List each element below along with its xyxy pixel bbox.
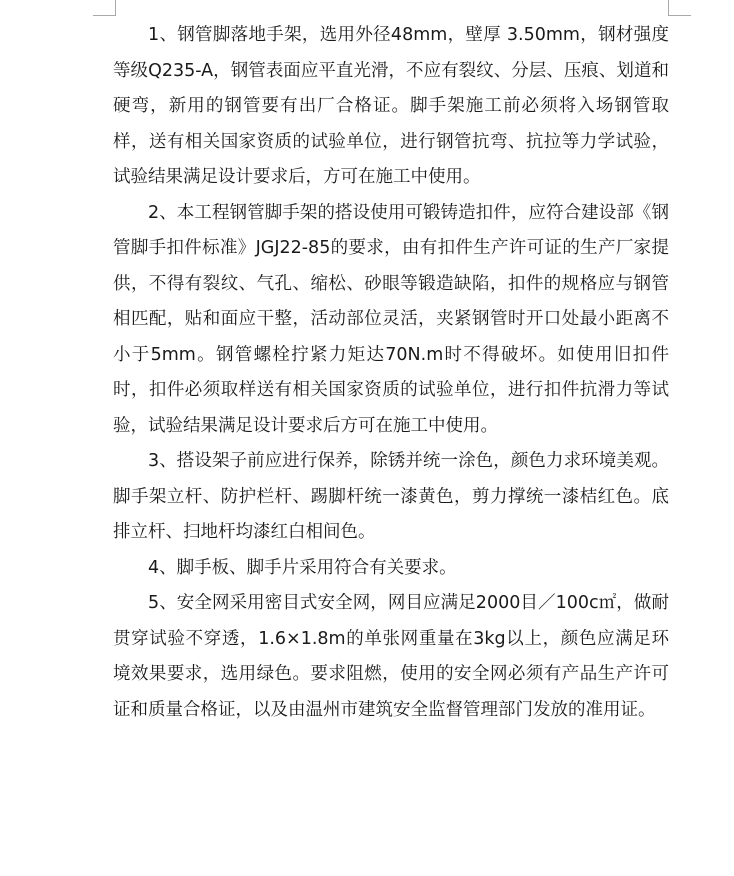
margin-corner-mark-left (93, 0, 116, 16)
document-body (113, 18, 669, 728)
paragraph-5: 5、安全网采用密目式安全网，网目应满足2000目／100c㎡，做耐贯穿试验不穿透，1.6×1.8m的单张网重量在3kg以上，颜色应满足环境效果要求，选用绿色。要求阻燃，使用的安全网必须有产品生产许可证和质量合格证，以及由温州市建筑安全监督管理部门发放的准用证。 (113, 593, 669, 720)
paragraph-1: 1、钢管脚落地手架，选用外径48mm，壁厚 3.50mm，钢材强度等级Q235-A，钢管表面应平直光滑，不应有裂纹、分层、压痕、划道和硬弯，新用的钢管要有出厂合格证。脚手架施工前必须将入场钢管取样，送有相关国家资质的试验单位，进行钢管抗弯、抗拉等力学试验，试验结果满足设计要求后，方可在施工中使用。 (113, 25, 669, 187)
paragraph-4: 4、脚手板、脚手片采用符合有关要求。 (148, 557, 457, 578)
paragraph-2: 2、本工程钢管脚手架的搭设使用可锻铸造扣件，应符合建设部《钢管脚手扣件标准》JGJ22-85的要求，由有扣件生产许可证的生产厂家提供，不得有裂纹、气孔、缩松、砂眼等锻造缺陷，扣件的规格应与钢管相匹配，贴和面应干整，活动部位灵活，夹紧钢管时开口处最小距离不小于5mm。钢管螺栓拧紧力矩达70N.m时不得破坏。如使用旧扣件时，扣件必须取样送有相关国家资质的试验单位，进行扣件抗滑力等试验，试验结果满足设计要求后方可在施工中使用。 (113, 202, 669, 436)
paragraph-3: 3、搭设架子前应进行保养，除锈并统一涂色，颜色力求环境美观。脚手架立杆、防护栏杆、踢脚杆统一漆黄色，剪力撑统一漆桔红色。底排立杆、扫地杆均漆红白相间色。 (113, 451, 669, 542)
margin-corner-mark-right (668, 0, 691, 16)
